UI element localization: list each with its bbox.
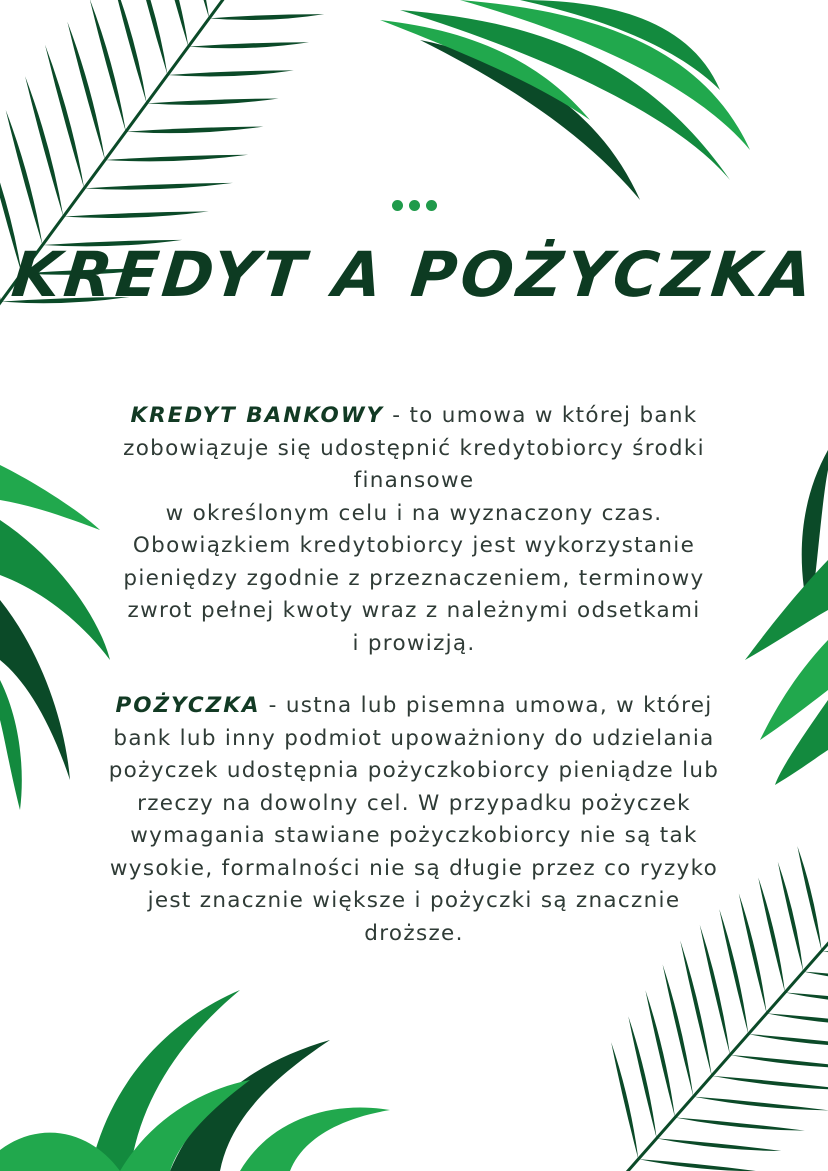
leaflet (188, 42, 309, 48)
loan-line: droższe. (364, 920, 464, 946)
leaflet (168, 70, 294, 76)
palm-leaf-bottom-left (0, 990, 390, 1171)
dot (409, 200, 420, 211)
leaflet (778, 862, 804, 972)
credit-term: KREDYT BANKOWY (130, 403, 385, 428)
leaflet (748, 1034, 828, 1047)
leaflet (803, 972, 828, 983)
loan-paragraph-line (70, 690, 758, 723)
leaflet (126, 127, 264, 133)
content (70, 400, 758, 950)
leaflet (134, 0, 167, 75)
credit-line: w określonym celu i na wyznaczony czas. (165, 500, 663, 526)
leaflet (712, 1076, 828, 1090)
page-title: KREDYT A POŻYCZKA (8, 238, 820, 311)
leaflet (147, 98, 279, 104)
loan-line: - ustna lub pisemna umowa, w której (260, 693, 713, 718)
loan-line: jest znacznie większe i pożyczki są znacznie (147, 888, 681, 913)
loan-term: POŻYCZKA (115, 693, 261, 718)
leaflet (628, 1016, 656, 1138)
credit-line: i prowizją. (352, 630, 476, 656)
leaflet (675, 1118, 805, 1131)
leaflet (730, 1055, 828, 1068)
leaf-blade (420, 40, 640, 200)
leaflet (797, 846, 821, 951)
loan-line: pożyczek udostępnia pożyczkobiorcy pieniądze lub (108, 758, 720, 783)
dot (392, 200, 403, 211)
credit-line: zobowiązuje się udostępnić kredytobiorcy środki (123, 435, 705, 461)
loan-line: rzeczy na dowolny cel. W przypadku pożyczek (137, 790, 691, 816)
credit-line: zwrot pełnej kwoty wraz z należnymi odsetkami (127, 598, 701, 623)
leaflet (209, 14, 324, 20)
leaflet (63, 211, 208, 218)
loan-line: wymagania stawiane pożyczkobiorcy nie są tak (130, 823, 698, 848)
leaflet (693, 1097, 828, 1111)
leaflet (767, 1013, 828, 1025)
credit-line: pieniędzy zgodnie z przeznaczeniem, terminowy (123, 565, 705, 591)
credit-line: - to umowa w której bank (384, 403, 698, 428)
leaflet (657, 1138, 782, 1151)
leaflet (157, 0, 189, 47)
leaflet (105, 155, 248, 162)
leaflet (179, 0, 209, 18)
leaf-blade (240, 1108, 390, 1171)
dot (426, 200, 437, 211)
loan-line: bank lub inny podmiot upoważniony do udzielania (113, 725, 715, 751)
credit-line: finansowe (353, 468, 475, 493)
leaflet (785, 993, 828, 1005)
leaf-blade (0, 680, 22, 810)
paragraph-gap (70, 660, 758, 690)
leaflet (112, 0, 147, 103)
decorative-dots (0, 200, 828, 211)
credit-line: Obowiązkiem kredytobiorcy jest wykorzystanie (132, 533, 696, 558)
leaflet (611, 1042, 638, 1159)
leaflet (822, 951, 828, 962)
loan-line: wysokie, formalności nie są długie przez co ryzyko (109, 855, 719, 881)
leaflet (638, 1159, 757, 1171)
leaflet (84, 183, 233, 190)
credit-paragraph-line (70, 400, 758, 433)
leaflet (758, 878, 785, 993)
palm-leaf-top-right (380, 0, 750, 200)
